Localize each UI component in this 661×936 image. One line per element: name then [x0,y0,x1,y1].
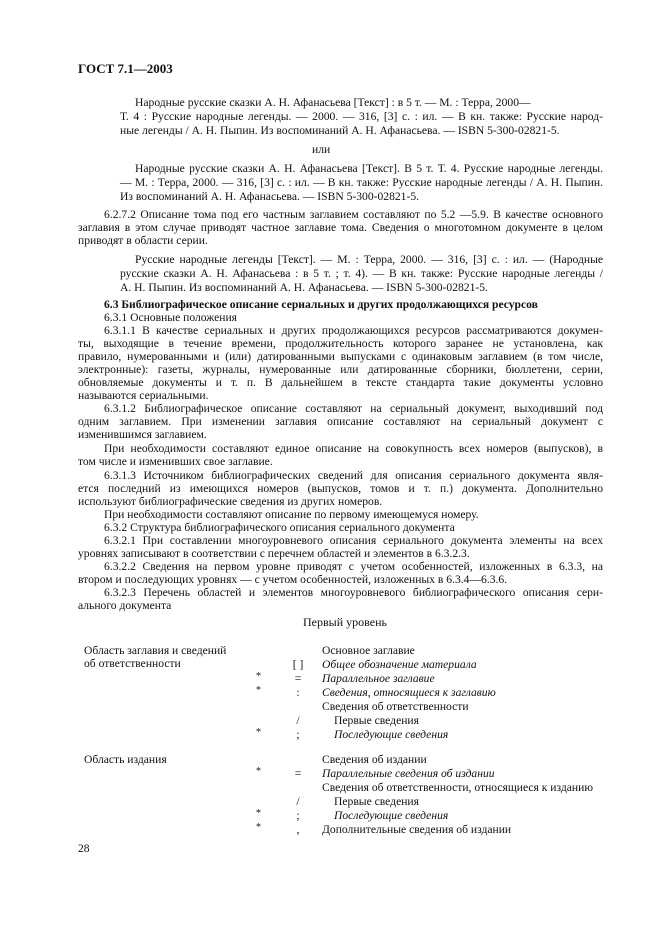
section-heading: 6.3 Библиографическое описание сериальных и других продолжающихся ресурсов [104,298,538,311]
subsection-heading: 6.3.1 Основные положения [104,311,238,324]
example1-line: Т. 4 : Русские народные легенды. — 2000. — 316, [3] с. : ил. — В кн. также: Русские народ- [120,110,603,123]
paragraph-line: 6.3.1.1 В качестве сериальных и других продолжающихся ресурсов рассматриваются докумен- [104,324,603,337]
optional-marker: * [256,766,261,777]
punctuation-symbol: : [296,686,300,699]
paragraph-line: 6.2.7.2 Описание тома под его частным заглавием составляют по 5.2 —5.9. В качестве основного [104,208,603,221]
punctuation-symbol: , [296,823,300,836]
paragraph-line: ты, выходящие в течение времени, продолжительность которого заранее не установлена, как [78,337,603,350]
page-number: 28 [78,842,90,855]
element-name: Сведения, относящиеся к заглавию [322,686,496,699]
paragraph-line: ального документа [78,599,172,612]
element-name: Дополнительные сведения об издании [322,823,512,836]
element-name: Сведения об ответственности [322,700,469,713]
paragraph-line: втором и последующих уровнях — с учетом особенностей, изложенных в 6.3.4—6.3.6. [78,573,508,586]
punctuation-symbol: ; [296,728,300,741]
subsection-heading: 6.3.2 Структура библиографического описания сериального документа [104,521,455,534]
optional-marker: * [256,822,261,833]
optional-marker: * [256,671,261,682]
paragraph-line: 6.3.1.2 Библиографическое описание составляют на сериальный документ, выходивший под [104,402,603,415]
example3-line: А. Н. Пыпин. Из воспоминаний А. Н. Афанасьева. — ISBN 5-300-02821-5. [120,281,488,294]
element-name: Основное заглавие [322,644,415,657]
optional-marker: * [256,808,261,819]
paragraph-line: приводят в области серии. [78,234,208,247]
paragraph-line: При необходимости составляют единое описание на совокупность всех номеров (выпусков), в [104,442,603,455]
punctuation-symbol: = [294,672,302,685]
example1-line: ные легенды / А. Н. Пыпин. Из воспоминаний А. Н. Афанасьева. — ISBN 5-300-02821-5. [120,124,560,137]
paragraph-line: правило, нумерованными и (или) датированными выпусками с одинаковым заглавием (в том числе, [78,350,603,363]
area-label: Область издания [84,753,167,766]
example3-line: Русские народные легенды [Текст]. — М. : Терра, 2000. — 316, [3] с. : ил. — (Народные [135,253,603,266]
paragraph-line: 6.3.2.1 При составлении многоуровневого описания сериального документа элементы на всех [104,534,603,547]
optional-marker: * [256,685,261,696]
element-name: Первые сведения [334,795,419,808]
example2-line: — М. : Терра, 2000. — 316, [3] с. : ил. — В кн. также: Русские народные легенды / А. Н. Пыпин. [120,176,603,189]
punctuation-symbol: / [296,795,300,808]
element-name: Общее обозначение материала [322,658,477,671]
document-header: ГОСТ 7.1—2003 [78,61,173,76]
paragraph-line: ется последний из имеющихся номеров (выпусков, томов и т. п.) документа. Дополнительно [78,482,603,495]
paragraph-line: электронные): газеты, журналы, нумерованные или датированные сборники, бюллетени, серии, [78,363,603,376]
paragraph-line: 6.3.2.2 Сведения на первом уровне приводят с учетом особенностей, изложенных в 6.3.3, на [104,560,603,573]
or-label: или [312,143,331,156]
element-name: Первые сведения [334,714,419,727]
paragraph-line: 6.3.1.3 Источником библиографических сведений для описания сериального документа явля- [104,469,603,482]
paragraph-line: используют библиографические сведения из других номеров. [78,495,383,508]
example3-line: русские сказки А. Н. Афанасьева : в 5 т. ; т. 4). — В кн. также: Русские народные легенды / [120,267,603,280]
example2-line: Народные русские сказки А. Н. Афанасьева [Текст]. В 5 т. Т. 4. Русские народные легенды. [135,162,603,175]
example2-line: Из воспоминаний А. Н. Афанасьева. — ISBN 5-300-02821-5. [120,190,420,203]
area-label: об ответственности [84,657,181,670]
area-label: Область заглавия и сведений [84,644,227,657]
paragraph-line: 6.3.2.3 Перечень областей и элементов многоуровневого библиографического описания сери- [104,586,603,599]
element-name: Сведения об ответственности, относящиеся к изданию [322,781,593,794]
paragraph-line: При необходимости составляют описание по первому имеющемуся номеру. [104,508,479,521]
paragraph-line: заглавия в этом случае приводят частное заглавие тома. Сведения о многотомном документе в целом [78,221,603,234]
paragraph-line: изменившимся заглавием. [78,428,207,441]
punctuation-symbol: [ ] [292,658,304,671]
punctuation-symbol: = [294,767,302,780]
example1-line: Народные русские сказки А. Н. Афанасьева [Текст] : в 5 т. — М. : Терра, 2000— [135,96,531,109]
element-name: Сведения об издании [322,753,427,766]
element-name: Параллельное заглавие [322,672,435,685]
punctuation-symbol: / [296,714,300,727]
paragraph-line: обновляемые документы и т. п. В дальнейшем в тексте стандарта такие документы условно [78,376,603,389]
element-name: Последующие сведения [334,809,449,822]
paragraph-line: одним заглавием. При изменении заглавия описание составляют на сериальный документ с [78,415,603,428]
element-name: Последующие сведения [334,728,449,741]
level-title: Первый уровень [303,615,387,629]
punctuation-symbol: ; [296,809,300,822]
optional-marker: * [256,727,261,738]
paragraph-line: уровнях записывают в соответствии с перечнем областей и элементов в 6.3.2.3. [78,547,470,560]
paragraph-line: называются сериальными. [78,389,209,402]
element-name: Параллельные сведения об издании [322,767,495,780]
paragraph-line: том числе и изменивших свое заглавие. [78,455,273,468]
